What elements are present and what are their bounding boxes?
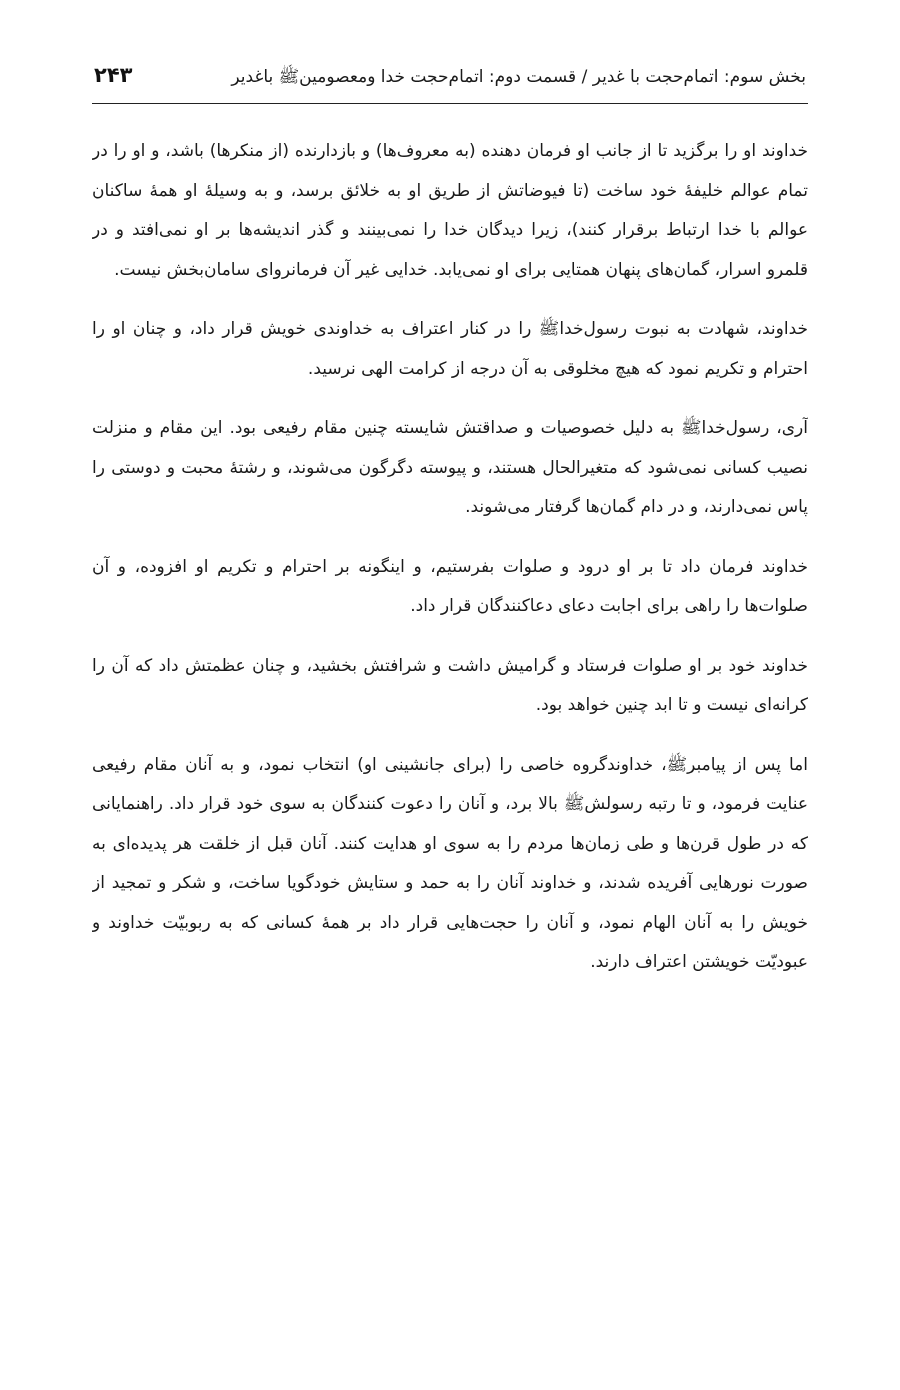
book-page bbox=[92, 60, 808, 1360]
running-header-title: بخش سوم: اتمام‌حجت با غدیر / قسمت دوم: اتمام‌حجت خدا ومعصومین‌ﷺ باغدیر bbox=[231, 67, 806, 87]
page-number: ۲۴۳ bbox=[94, 63, 133, 87]
paragraph: اما پس از پیامبرﷺ، خداوندگروه خاصی را (برای جانشینی او) انتخاب نمود، و به آنان مقام رفیعی عنایت فرمود، و تا رتبه رسولشﷺ بالا برد، و آنان را دعوت کنندگان به سوی خود قرار داد. راهنمایانی که در طول قرن‌ها و طی زمان‌ها مردم را به سوی او هدایت کنند. آنان قبل از خلقت هر پدیده‌ای به صورت نورهایی آفریده شدند، و خداوند آنان را به حمد و ستایش خودگویا ساخت، و شکر و تمجید از خویش را به آنان الهام نمود، و آنان را حجت‌هایی قرار داد بر همهٔ کسانی که به ربوبیّت خداوند و عبودیّت خویشتن اعتراف دارند. bbox=[92, 754, 808, 972]
paragraph: خداوند، شهادت به نبوت رسول‌خداﷺ را در کنار اعتراف به خداوندی خویش قرار داد، و چنان او را احترام و تکریم نمود که هیچ مخلوقی به آن درجه از کرامت الهی نرسید. bbox=[92, 319, 808, 379]
paragraph: خداوند او را برگزید تا از جانب او فرمان دهنده (به معروف‌ها) و بازدارنده (از منکرها) باشد، و او را در تمام عوالم خلیفهٔ خود ساخت (تا فیوضاتش از طریق او به خلائق برسد، و به وسیلهٔ او همهٔ ساکنان عوالم با خدا ارتباط برقرار کنند)، زیرا دیدگان خدا را نمی‌بینند و گذر اندیشه‌ها بر او نمی‌افتد و در قلمرو اسرار، گمان‌های پنهان همتایی برای او نمی‌یابد. خدایی غیر آن فرمانروای سامان‌بخش نیست. bbox=[92, 141, 808, 280]
paragraph: آری، رسول‌خداﷺ به دلیل خصوصیات و صداقتش شایسته چنین مقام رفیعی بود. این مقام و منزلت نصیب کسانی نمی‌شود که متغیرالحال هستند، و پیوسته دگرگون می‌شوند، و رشتهٔ محبت و دوستی را پاس نمی‌دارند، و در دام گمان‌ها گرفتار می‌شوند. bbox=[92, 418, 808, 517]
paragraph: خداوند فرمان داد تا بر او درود و صلوات بفرستیم، و اینگونه بر احترام و تکریم او افزوده، و آن صلوات‌ها را راهی برای اجابت دعای دعاکنندگان قرار داد. bbox=[92, 556, 808, 616]
running-header bbox=[92, 60, 808, 104]
paragraph: خداوند خود بر او صلوات فرستاد و گرامیش داشت و شرافتش بخشید، و چنان عظمتش داد که آن را کرانه‌ای نیست و تا ابد چنین خواهد بود. bbox=[92, 655, 808, 715]
body-text bbox=[92, 132, 808, 983]
